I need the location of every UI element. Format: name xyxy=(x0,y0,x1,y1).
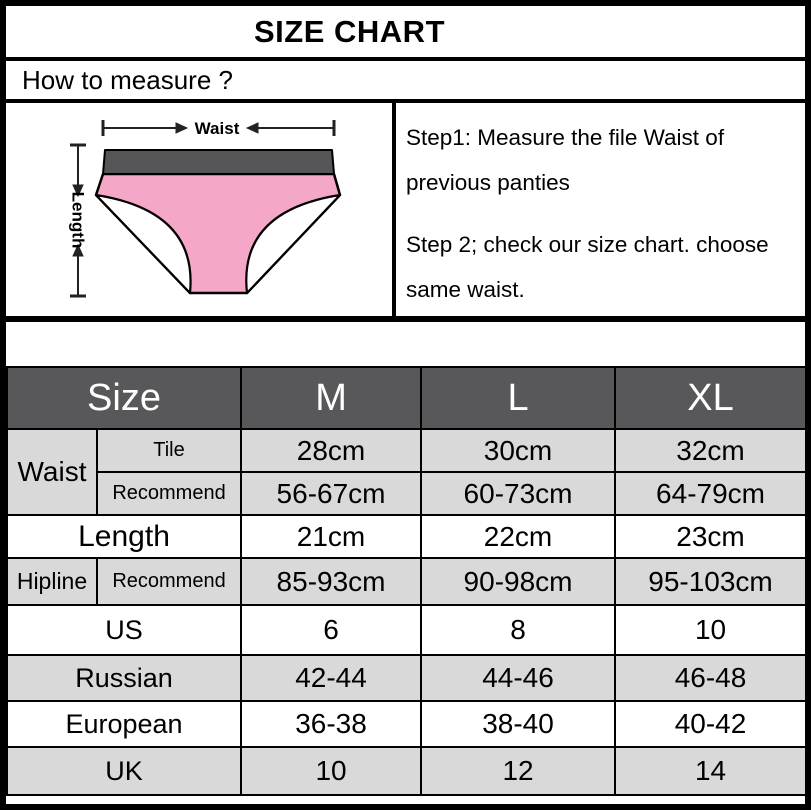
measure-section xyxy=(6,103,805,322)
spacer xyxy=(6,322,805,366)
table-cell: 95-103cm xyxy=(615,558,806,605)
table-row-uk xyxy=(7,747,806,795)
table-row-european xyxy=(7,701,806,747)
waistband xyxy=(103,150,334,174)
table-cell: 44-46 xyxy=(421,655,615,701)
table-cell: 21cm xyxy=(241,515,421,558)
recommend-sub-label: Recommend xyxy=(97,472,241,515)
table-row-length xyxy=(7,515,806,558)
table-cell: 38-40 xyxy=(421,701,615,747)
table-cell: 90-98cm xyxy=(421,558,615,605)
table-cell: 46-48 xyxy=(615,655,806,701)
russian-row-label: Russian xyxy=(7,655,241,701)
step1-line1: Step1: Measure the file Waist of xyxy=(406,125,725,150)
panties-illustration xyxy=(96,150,340,293)
step2-line1: Step 2; check our size chart. choose xyxy=(406,232,769,257)
table-cell: 32cm xyxy=(615,429,806,472)
size-table xyxy=(6,366,807,796)
table-cell: 60-73cm xyxy=(421,472,615,515)
length-row-label: Length xyxy=(7,515,241,558)
table-cell: 10 xyxy=(241,747,421,795)
table-row-russian xyxy=(7,655,806,701)
table-cell: 23cm xyxy=(615,515,806,558)
measurement-diagram xyxy=(6,103,396,316)
table-cell: 10 xyxy=(615,605,806,655)
title-bar xyxy=(6,6,805,61)
table-cell: 14 xyxy=(615,747,806,795)
uk-row-label: UK xyxy=(7,747,241,795)
us-row-label: US xyxy=(7,605,241,655)
table-row-waist-recommend xyxy=(7,472,806,515)
european-row-label: European xyxy=(7,701,241,747)
step2-line2: same waist. xyxy=(406,277,525,302)
table-row-us xyxy=(7,605,806,655)
table-cell: 36-38 xyxy=(241,701,421,747)
header-m: M xyxy=(241,367,421,429)
table-cell: 40-42 xyxy=(615,701,806,747)
how-to-measure-bar xyxy=(6,61,805,103)
recommend-sub-label: Recommend xyxy=(97,558,241,605)
step1-line2: previous panties xyxy=(406,170,570,195)
measure-steps xyxy=(396,103,805,316)
table-cell: 85-93cm xyxy=(241,558,421,605)
table-row-hipline xyxy=(7,558,806,605)
length-arrow-label: Length xyxy=(68,191,88,249)
header-l: L xyxy=(421,367,615,429)
table-cell: 42-44 xyxy=(241,655,421,701)
table-row-waist-tile xyxy=(7,429,806,472)
table-header-row xyxy=(7,367,806,429)
table-cell: 28cm xyxy=(241,429,421,472)
table-cell: 56-67cm xyxy=(241,472,421,515)
table-cell: 12 xyxy=(421,747,615,795)
table-cell: 8 xyxy=(421,605,615,655)
table-cell: 6 xyxy=(241,605,421,655)
tile-sub-label: Tile xyxy=(97,429,241,472)
table-cell: 64-79cm xyxy=(615,472,806,515)
waist-row-label: Waist xyxy=(7,429,97,515)
waist-arrow-label: Waist xyxy=(194,119,240,138)
panties-diagram-svg xyxy=(6,103,392,316)
hipline-row-label: Hipline xyxy=(7,558,97,605)
page-title: SIZE CHART xyxy=(254,13,445,49)
how-to-measure-label: How to measure ? xyxy=(22,64,233,95)
header-xl: XL xyxy=(615,367,806,429)
table-cell: 22cm xyxy=(421,515,615,558)
table-cell: 30cm xyxy=(421,429,615,472)
header-size: Size xyxy=(7,367,241,429)
